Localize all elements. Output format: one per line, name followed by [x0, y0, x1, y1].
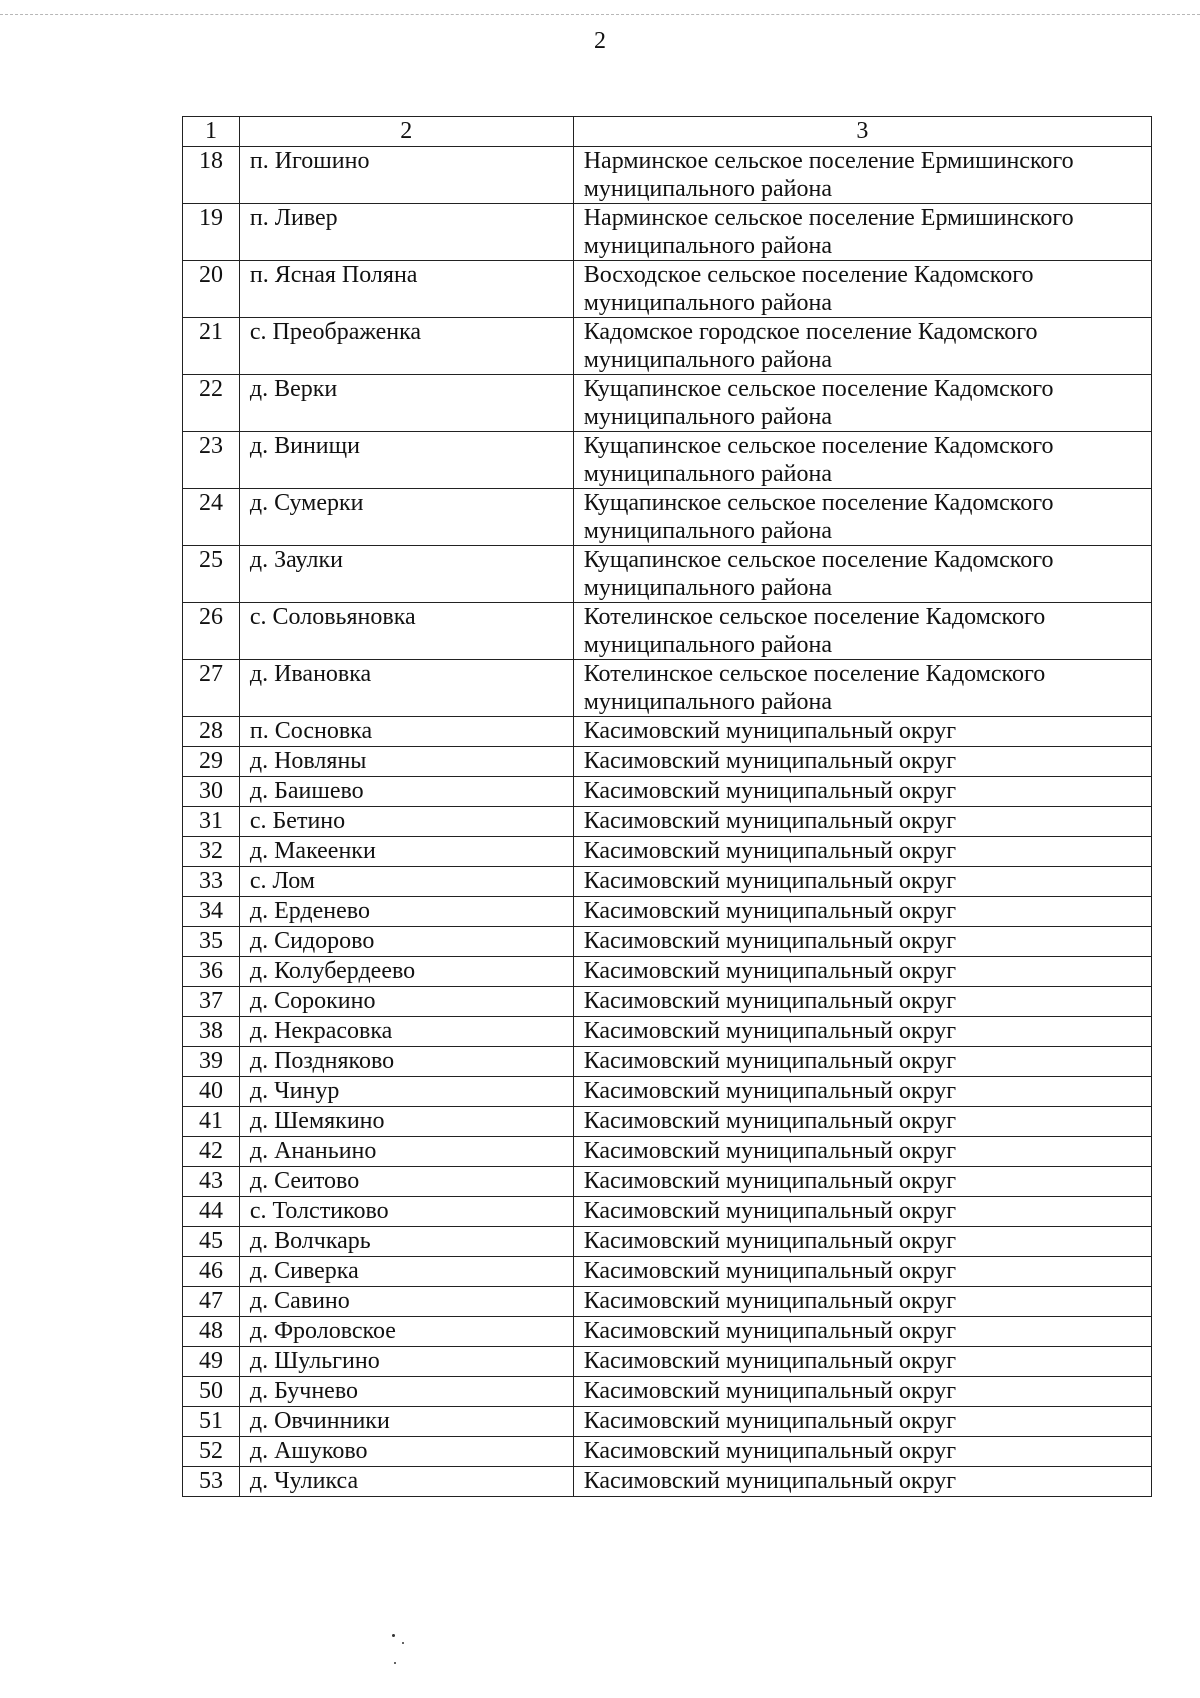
row-number: 38	[183, 1017, 240, 1047]
municipality-name: Касимовский муниципальный округ	[573, 987, 1151, 1017]
row-number: 18	[183, 147, 240, 204]
municipality-name: Кущапинское сельское поселение Кадомского муниципального района	[573, 432, 1151, 489]
row-number: 43	[183, 1167, 240, 1197]
settlement-name: д. Ашуково	[239, 1437, 573, 1467]
table-row	[183, 1227, 1152, 1257]
settlement-name: д. Сеитово	[239, 1167, 573, 1197]
municipality-name: Кущапинское сельское поселение Кадомского муниципального района	[573, 489, 1151, 546]
settlement-name: д. Савино	[239, 1287, 573, 1317]
row-number: 37	[183, 987, 240, 1017]
row-number: 39	[183, 1047, 240, 1077]
municipality-name: Касимовский муниципальный округ	[573, 1287, 1151, 1317]
row-number: 22	[183, 375, 240, 432]
settlement-name: д. Сумерки	[239, 489, 573, 546]
settlement-name: д. Ананьино	[239, 1137, 573, 1167]
row-number: 44	[183, 1197, 240, 1227]
table-row	[183, 1407, 1152, 1437]
table-body	[183, 117, 1152, 1497]
municipality-name: Касимовский муниципальный округ	[573, 1197, 1151, 1227]
table-row	[183, 1467, 1152, 1497]
table-row	[183, 927, 1152, 957]
municipality-name: Касимовский муниципальный округ	[573, 747, 1151, 777]
row-number: 31	[183, 807, 240, 837]
table-row	[183, 1017, 1152, 1047]
row-number: 19	[183, 204, 240, 261]
row-number: 48	[183, 1317, 240, 1347]
municipality-name: Касимовский муниципальный округ	[573, 1377, 1151, 1407]
row-number: 24	[183, 489, 240, 546]
table-row	[183, 837, 1152, 867]
row-number: 40	[183, 1077, 240, 1107]
municipality-name: Восходское сельское поселение Кадомского муниципального района	[573, 261, 1151, 318]
table-row	[183, 1437, 1152, 1467]
municipality-name: Кущапинское сельское поселение Кадомского муниципального района	[573, 375, 1151, 432]
settlement-name: д. Винищи	[239, 432, 573, 489]
row-number: 46	[183, 1257, 240, 1287]
municipality-name: Касимовский муниципальный округ	[573, 1467, 1151, 1497]
municipality-name: Касимовский муниципальный округ	[573, 1077, 1151, 1107]
table-row	[183, 1197, 1152, 1227]
table-row	[183, 987, 1152, 1017]
municipality-name: Касимовский муниципальный округ	[573, 1257, 1151, 1287]
row-number: 27	[183, 660, 240, 717]
settlements-table	[182, 116, 1152, 1497]
scan-speck	[394, 1662, 396, 1664]
settlement-name: д. Баишево	[239, 777, 573, 807]
table-row	[183, 1077, 1152, 1107]
settlement-name: д. Колубердеево	[239, 957, 573, 987]
municipality-name: Касимовский муниципальный округ	[573, 897, 1151, 927]
table-row	[183, 717, 1152, 747]
row-number: 49	[183, 1347, 240, 1377]
settlement-name: д. Шульгино	[239, 1347, 573, 1377]
settlement-name: п. Ясная Поляна	[239, 261, 573, 318]
scan-edge-noise	[0, 14, 1200, 19]
row-number: 30	[183, 777, 240, 807]
settlement-name: с. Толстиково	[239, 1197, 573, 1227]
row-number: 47	[183, 1287, 240, 1317]
municipality-name: Касимовский муниципальный округ	[573, 1407, 1151, 1437]
row-number: 32	[183, 837, 240, 867]
settlement-name: д. Некрасовка	[239, 1017, 573, 1047]
row-number: 50	[183, 1377, 240, 1407]
table-row	[183, 1377, 1152, 1407]
row-number: 28	[183, 717, 240, 747]
table-row	[183, 603, 1152, 660]
row-number: 23	[183, 432, 240, 489]
row-number: 41	[183, 1107, 240, 1137]
table-row	[183, 1047, 1152, 1077]
settlement-name: д. Верки	[239, 375, 573, 432]
municipality-name: Касимовский муниципальный округ	[573, 807, 1151, 837]
row-number: 45	[183, 1227, 240, 1257]
table-row	[183, 1167, 1152, 1197]
table-row	[183, 489, 1152, 546]
municipality-name: Касимовский муниципальный округ	[573, 717, 1151, 747]
settlement-name: д. Заулки	[239, 546, 573, 603]
settlement-name: д. Волчкарь	[239, 1227, 573, 1257]
municipality-name: Касимовский муниципальный округ	[573, 777, 1151, 807]
scan-speck	[392, 1634, 395, 1637]
table-row	[183, 1107, 1152, 1137]
settlement-name: д. Новляны	[239, 747, 573, 777]
table-row	[183, 1257, 1152, 1287]
municipality-name: Нарминское сельское поселение Ермишинского муниципального района	[573, 204, 1151, 261]
row-number: 25	[183, 546, 240, 603]
settlement-name: д. Чуликса	[239, 1467, 573, 1497]
settlement-name: д. Шемякино	[239, 1107, 573, 1137]
table-header-row	[183, 117, 1152, 147]
municipality-name: Касимовский муниципальный округ	[573, 927, 1151, 957]
row-number: 35	[183, 927, 240, 957]
table-row	[183, 546, 1152, 603]
table-row	[183, 807, 1152, 837]
settlement-name: д. Сидорово	[239, 927, 573, 957]
municipality-name: Касимовский муниципальный округ	[573, 1227, 1151, 1257]
scan-speck	[402, 1642, 404, 1644]
row-number: 51	[183, 1407, 240, 1437]
municipality-name: Котелинское сельское поселение Кадомского муниципального района	[573, 603, 1151, 660]
table-row	[183, 957, 1152, 987]
table-row	[183, 204, 1152, 261]
settlement-name: д. Макеенки	[239, 837, 573, 867]
table-row	[183, 375, 1152, 432]
municipality-name: Касимовский муниципальный округ	[573, 867, 1151, 897]
settlement-name: д. Овчинники	[239, 1407, 573, 1437]
row-number: 29	[183, 747, 240, 777]
settlement-name: д. Ивановка	[239, 660, 573, 717]
municipality-name: Касимовский муниципальный округ	[573, 1047, 1151, 1077]
settlement-name: д. Фроловское	[239, 1317, 573, 1347]
municipality-name: Касимовский муниципальный округ	[573, 1107, 1151, 1137]
settlement-name: д. Чинур	[239, 1077, 573, 1107]
row-number: 26	[183, 603, 240, 660]
settlement-name: д. Бучнево	[239, 1377, 573, 1407]
settlement-name: с. Лом	[239, 867, 573, 897]
settlement-name: п. Ливер	[239, 204, 573, 261]
row-number: 52	[183, 1437, 240, 1467]
municipality-name: Касимовский муниципальный округ	[573, 1437, 1151, 1467]
header-col-1: 1	[183, 117, 240, 147]
municipality-name: Касимовский муниципальный округ	[573, 837, 1151, 867]
municipality-name: Касимовский муниципальный округ	[573, 957, 1151, 987]
table-row	[183, 897, 1152, 927]
settlement-name: с. Бетино	[239, 807, 573, 837]
page-number: 2	[594, 28, 606, 54]
table-row	[183, 747, 1152, 777]
row-number: 21	[183, 318, 240, 375]
municipality-name: Касимовский муниципальный округ	[573, 1017, 1151, 1047]
settlement-name: с. Преображенка	[239, 318, 573, 375]
header-col-3: 3	[573, 117, 1151, 147]
table-row	[183, 660, 1152, 717]
row-number: 20	[183, 261, 240, 318]
municipality-name: Котелинское сельское поселение Кадомского муниципального района	[573, 660, 1151, 717]
table-row	[183, 1287, 1152, 1317]
municipality-name: Касимовский муниципальный округ	[573, 1167, 1151, 1197]
row-number: 33	[183, 867, 240, 897]
settlement-name: д. Сорокино	[239, 987, 573, 1017]
municipality-name: Касимовский муниципальный округ	[573, 1137, 1151, 1167]
table-row	[183, 147, 1152, 204]
table-row	[183, 777, 1152, 807]
municipality-name: Кадомское городское поселение Кадомского муниципального района	[573, 318, 1151, 375]
table-row	[183, 1347, 1152, 1377]
row-number: 53	[183, 1467, 240, 1497]
row-number: 36	[183, 957, 240, 987]
settlement-name: д. Сиверка	[239, 1257, 573, 1287]
header-col-2: 2	[239, 117, 573, 147]
settlement-name: с. Соловьяновка	[239, 603, 573, 660]
table-row	[183, 1137, 1152, 1167]
table-row	[183, 261, 1152, 318]
municipality-name: Касимовский муниципальный округ	[573, 1347, 1151, 1377]
table-row	[183, 867, 1152, 897]
municipality-name: Нарминское сельское поселение Ермишинского муниципального района	[573, 147, 1151, 204]
table-row	[183, 1317, 1152, 1347]
table-row	[183, 318, 1152, 375]
municipality-name: Кущапинское сельское поселение Кадомского муниципального района	[573, 546, 1151, 603]
municipality-name: Касимовский муниципальный округ	[573, 1317, 1151, 1347]
table-row	[183, 432, 1152, 489]
settlement-name: д. Ерденево	[239, 897, 573, 927]
settlement-name: п. Сосновка	[239, 717, 573, 747]
row-number: 34	[183, 897, 240, 927]
row-number: 42	[183, 1137, 240, 1167]
settlement-name: д. Поздняково	[239, 1047, 573, 1077]
settlement-name: п. Игошино	[239, 147, 573, 204]
